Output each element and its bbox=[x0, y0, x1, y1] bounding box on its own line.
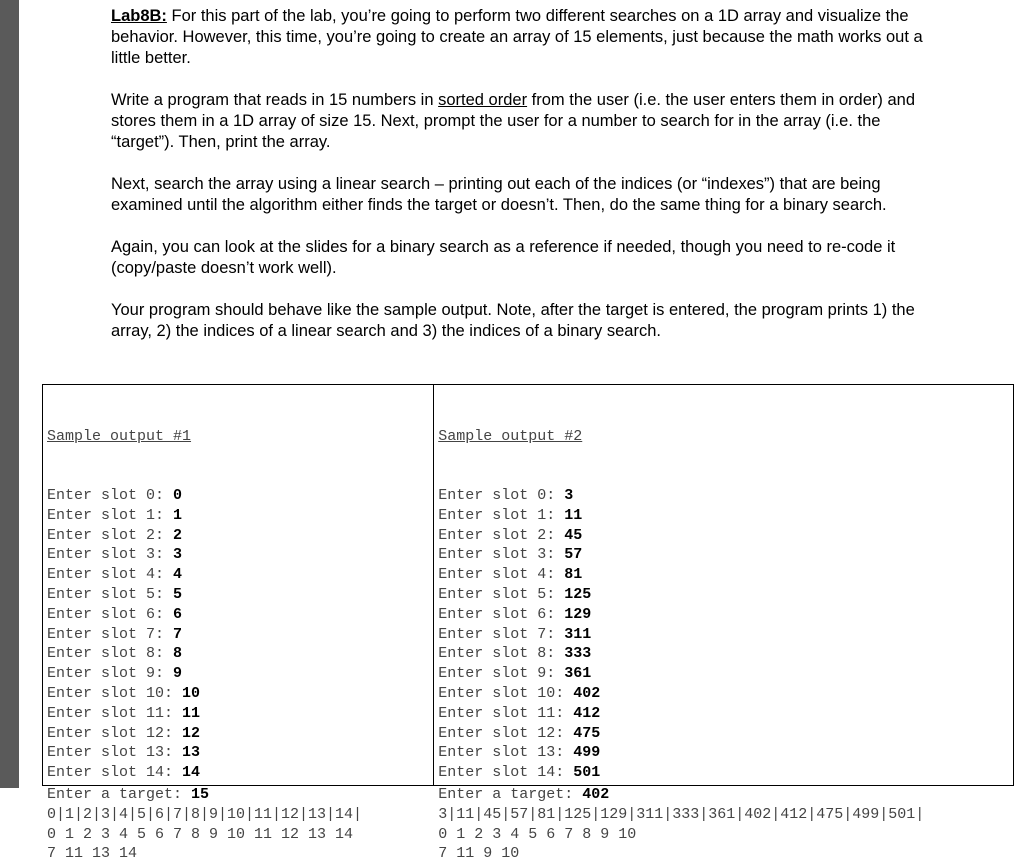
slot-value: 3 bbox=[564, 486, 574, 504]
program-text-end: from the user (i.e. the user enters them in order) and stores them in a 1D array of size 15. Next, prompt the user for a number to search for in the array (i.e. the “target”). Then, print the array. bbox=[111, 91, 916, 151]
slot-value: 12 bbox=[182, 724, 201, 742]
slot-line bbox=[438, 605, 1013, 625]
slot-value: 3 bbox=[173, 546, 183, 564]
slot-value: 45 bbox=[564, 526, 583, 544]
slot-prompt: Enter slot 0: bbox=[438, 486, 565, 504]
instructions bbox=[111, 6, 941, 363]
slot-prompt: Enter slot 1: bbox=[438, 506, 565, 524]
slot-prompt: Enter slot 12: bbox=[438, 724, 574, 742]
slot-value: 5 bbox=[173, 585, 183, 603]
sample-output-2 bbox=[434, 385, 1013, 863]
slot-line bbox=[438, 585, 1013, 605]
slot-line bbox=[47, 743, 433, 763]
binary-search-line: 7 11 13 14 bbox=[47, 845, 138, 863]
slot-line bbox=[438, 486, 1013, 506]
slot-prompt: Enter slot 13: bbox=[47, 744, 183, 762]
slot-value: 129 bbox=[564, 605, 592, 623]
target-prompt: Enter a target: bbox=[47, 785, 192, 803]
slot-value: 311 bbox=[564, 625, 592, 643]
slot-line bbox=[438, 724, 1013, 744]
slot-value: 333 bbox=[564, 645, 592, 663]
slot-prompt: Enter slot 1: bbox=[47, 506, 174, 524]
slot-value: 475 bbox=[573, 724, 601, 742]
slot-value: 412 bbox=[573, 704, 601, 722]
slot-prompt: Enter slot 3: bbox=[438, 546, 565, 564]
slot-line bbox=[47, 605, 433, 625]
sample-output-1-header: Sample output #1 bbox=[47, 427, 192, 445]
slot-line bbox=[438, 644, 1013, 664]
target-line bbox=[47, 785, 433, 805]
slot-line bbox=[438, 704, 1013, 724]
slot-prompt: Enter slot 11: bbox=[438, 704, 574, 722]
slot-prompt: Enter slot 7: bbox=[438, 625, 565, 643]
slot-prompt: Enter slot 6: bbox=[438, 605, 565, 623]
slot-value: 10 bbox=[182, 684, 201, 702]
slot-prompt: Enter slot 2: bbox=[438, 526, 565, 544]
slot-line bbox=[47, 545, 433, 565]
array-line: 3|11|45|57|81|125|129|311|333|361|402|412|475|499|501| bbox=[438, 805, 925, 823]
slot-line bbox=[438, 743, 1013, 763]
slot-value: 361 bbox=[564, 665, 592, 683]
sorted-order-underline: sorted order bbox=[438, 91, 528, 109]
slot-value: 14 bbox=[182, 764, 201, 782]
slot-value: 6 bbox=[173, 605, 183, 623]
slot-prompt: Enter slot 3: bbox=[47, 546, 174, 564]
slot-line bbox=[438, 625, 1013, 645]
slot-line bbox=[47, 585, 433, 605]
slot-prompt: Enter slot 13: bbox=[438, 744, 574, 762]
paragraph-intro bbox=[111, 6, 941, 69]
slot-prompt: Enter slot 9: bbox=[438, 665, 565, 683]
target-value: 402 bbox=[582, 785, 610, 803]
slot-value: 402 bbox=[573, 684, 601, 702]
slot-value: 9 bbox=[173, 665, 183, 683]
slot-prompt: Enter slot 4: bbox=[47, 566, 174, 584]
slot-value: 8 bbox=[173, 645, 183, 663]
slot-prompt: Enter slot 0: bbox=[47, 486, 174, 504]
paragraph-search: Next, search the array using a linear search – printing out each of the indices (or “indexes”) that are being examined until the algorithm either finds the target or doesn’t. Then, do the same thing for a binary search. bbox=[111, 175, 887, 214]
slot-prompt: Enter slot 4: bbox=[438, 566, 565, 584]
slot-prompt: Enter slot 8: bbox=[47, 645, 174, 663]
slot-line bbox=[47, 724, 433, 744]
slot-line bbox=[438, 565, 1013, 585]
slot-line bbox=[47, 486, 433, 506]
slot-value: 2 bbox=[173, 526, 183, 544]
slot-value: 501 bbox=[573, 764, 601, 782]
target-line bbox=[438, 785, 1013, 805]
slot-value: 499 bbox=[573, 744, 601, 762]
slot-line bbox=[47, 565, 433, 585]
slot-prompt: Enter slot 10: bbox=[47, 684, 183, 702]
slot-line bbox=[438, 526, 1013, 546]
slot-value: 7 bbox=[173, 625, 183, 643]
slot-prompt: Enter slot 14: bbox=[438, 764, 574, 782]
slot-prompt: Enter slot 9: bbox=[47, 665, 174, 683]
slot-prompt: Enter slot 5: bbox=[438, 585, 565, 603]
slot-value: 57 bbox=[564, 546, 583, 564]
slot-value: 11 bbox=[182, 704, 201, 722]
sample-output-1 bbox=[43, 385, 434, 863]
slot-line bbox=[47, 684, 433, 704]
slot-line bbox=[438, 664, 1013, 684]
paragraph-sample-note: Your program should behave like the sample output. Note, after the target is entered, the program prints 1) the array, 2) the indices of a linear search and 3) the indices of a binary search. bbox=[111, 301, 915, 340]
slot-prompt: Enter slot 14: bbox=[47, 764, 183, 782]
slot-line bbox=[47, 526, 433, 546]
sample-output-2-header: Sample output #2 bbox=[438, 427, 583, 445]
linear-search-line: 0 1 2 3 4 5 6 7 8 9 10 bbox=[438, 825, 637, 843]
slot-line bbox=[47, 704, 433, 724]
left-gutter bbox=[0, 0, 19, 788]
slot-line bbox=[438, 545, 1013, 565]
target-value: 15 bbox=[191, 785, 210, 803]
slot-value: 81 bbox=[564, 566, 583, 584]
slot-prompt: Enter slot 2: bbox=[47, 526, 174, 544]
program-text-start: Write a program that reads in 15 numbers in bbox=[111, 91, 439, 109]
slot-prompt: Enter slot 6: bbox=[47, 605, 174, 623]
binary-search-line: 7 11 9 10 bbox=[438, 845, 520, 863]
slot-prompt: Enter slot 7: bbox=[47, 625, 174, 643]
intro-text: For this part of the lab, you’re going to perform two different searches on a 1D array and visualize the behavior. However, this time, you’re going to create an array of 15 elements, just because the math works out a little better. bbox=[111, 7, 923, 67]
slot-value: 1 bbox=[173, 506, 183, 524]
slot-prompt: Enter slot 5: bbox=[47, 585, 174, 603]
slot-value: 13 bbox=[182, 744, 201, 762]
slot-line bbox=[47, 644, 433, 664]
slot-value: 4 bbox=[173, 566, 183, 584]
slot-prompt: Enter slot 11: bbox=[47, 704, 183, 722]
slot-line bbox=[438, 684, 1013, 704]
slot-value: 11 bbox=[564, 506, 583, 524]
slot-line bbox=[47, 506, 433, 526]
slot-prompt: Enter slot 12: bbox=[47, 724, 183, 742]
slot-line bbox=[47, 763, 433, 783]
slot-prompt: Enter slot 8: bbox=[438, 645, 565, 663]
slot-prompt: Enter slot 10: bbox=[438, 684, 574, 702]
slot-line bbox=[438, 763, 1013, 783]
lab-heading: Lab8B: bbox=[111, 7, 167, 25]
paragraph-slides: Again, you can look at the slides for a binary search as a reference if needed, though you need to re-code it (copy/paste doesn’t work well). bbox=[111, 238, 896, 277]
slot-line bbox=[47, 625, 433, 645]
target-prompt: Enter a target: bbox=[438, 785, 583, 803]
array-line: 0|1|2|3|4|5|6|7|8|9|10|11|12|13|14| bbox=[47, 805, 363, 823]
slot-line bbox=[438, 506, 1013, 526]
slot-value: 0 bbox=[173, 486, 183, 504]
paragraph-program bbox=[111, 90, 941, 153]
slot-value: 125 bbox=[564, 585, 592, 603]
sample-output-table bbox=[42, 384, 1014, 863]
slot-line bbox=[47, 664, 433, 684]
linear-search-line: 0 1 2 3 4 5 6 7 8 9 10 11 12 13 14 bbox=[47, 825, 354, 843]
